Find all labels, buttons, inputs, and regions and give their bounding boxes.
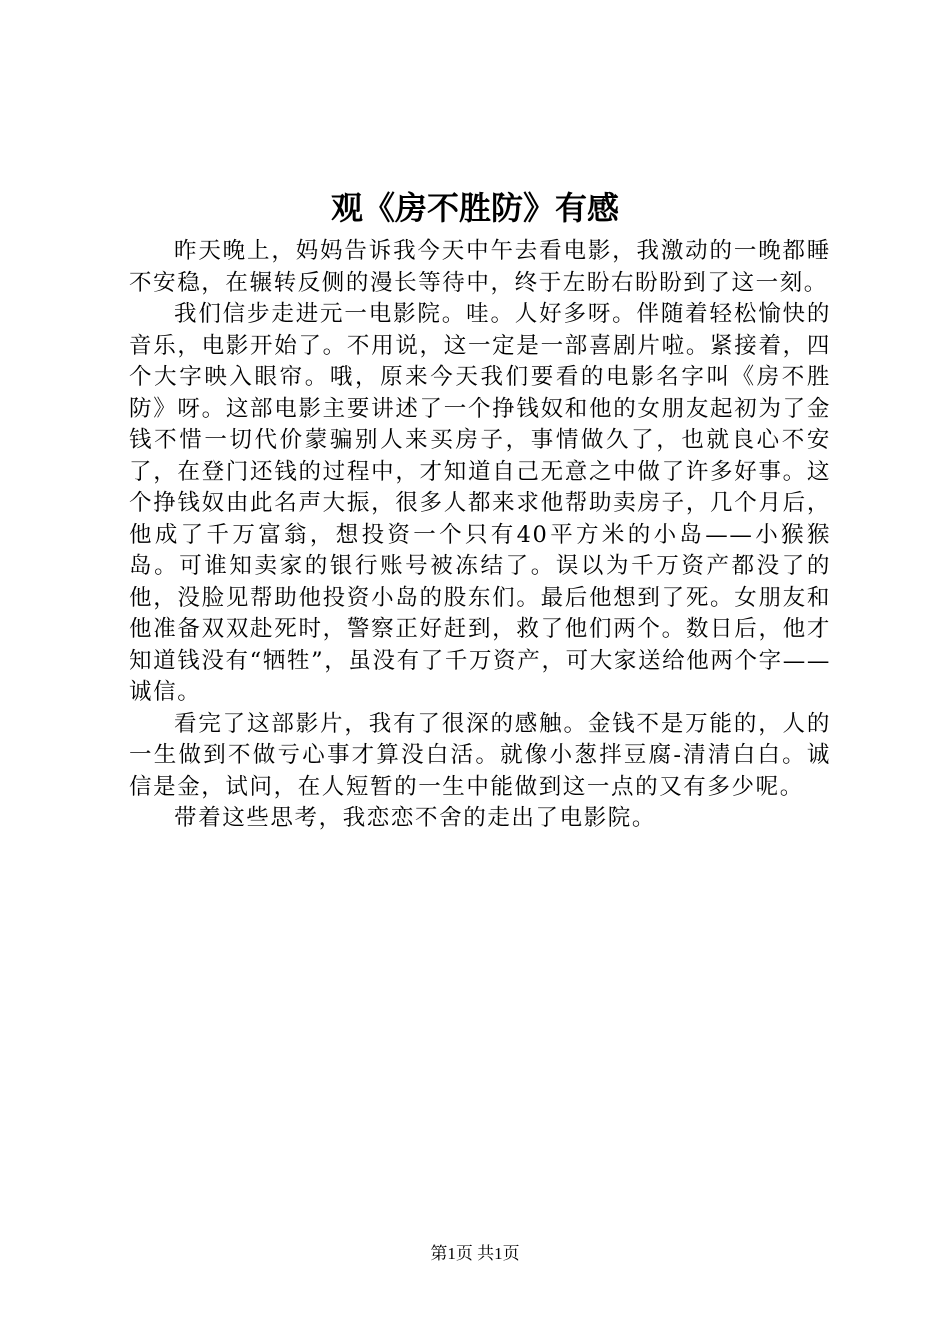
document-title: 观《房不胜防》有感 [330,189,619,227]
document-body [129,236,831,835]
page-footer: 第1页 共1页 [430,1244,520,1263]
paragraph-3: 看完了这部影片，我有了很深的感触。金钱不是万能的，人的一生做到不做亏心事才算没白活。就像小葱拌豆腐-清清白白。诚信是金，试问，在人短暂的一生中能做到这一点的又有多少呢。 [129,710,831,800]
paragraph-4: 带着这些思考，我恋恋不舍的走出了电影院。 [174,805,657,831]
paragraph-2: 我们信步走进元一电影院。哇。人好多呀。伴随着轻松愉快的音乐，电影开始了。不用说，这一定是一部喜剧片啦。紧接着，四个大字映入眼帘。哦，原来今天我们要看的电影名字叫《房不胜防》呀。这部电影主要讲述了一个挣钱奴和他的女朋友起初为了金钱不惜一切代价蒙骗别人来买房子，事情做久了，也就良心不安了，在登门还钱的过程中，才知道自己无意之中做了许多好事。这个挣钱奴由此名声大振，很多人都来求他帮助卖房子，几个月后，他成了千万富翁，想投资一个只有40平方米的小岛——小猴猴岛。可谁知卖家的银行账号被冻结了。误以为千万资产都没了的他，没脸见帮助他投资小岛的股东们。最后他想到了死。女朋友和他准备双双赴死时，警察正好赶到，救了他们两个。数日后，他才知道钱没有“牺牲”，虽没有了千万资产，可大家送给他两个字——诚信。 [129,301,831,705]
paragraph-1: 昨天晚上，妈妈告诉我今天中午去看电影，我激动的一晚都睡不安稳，在辗转反侧的漫长等待中，终于左盼右盼盼到了这一刻。 [129,238,831,296]
